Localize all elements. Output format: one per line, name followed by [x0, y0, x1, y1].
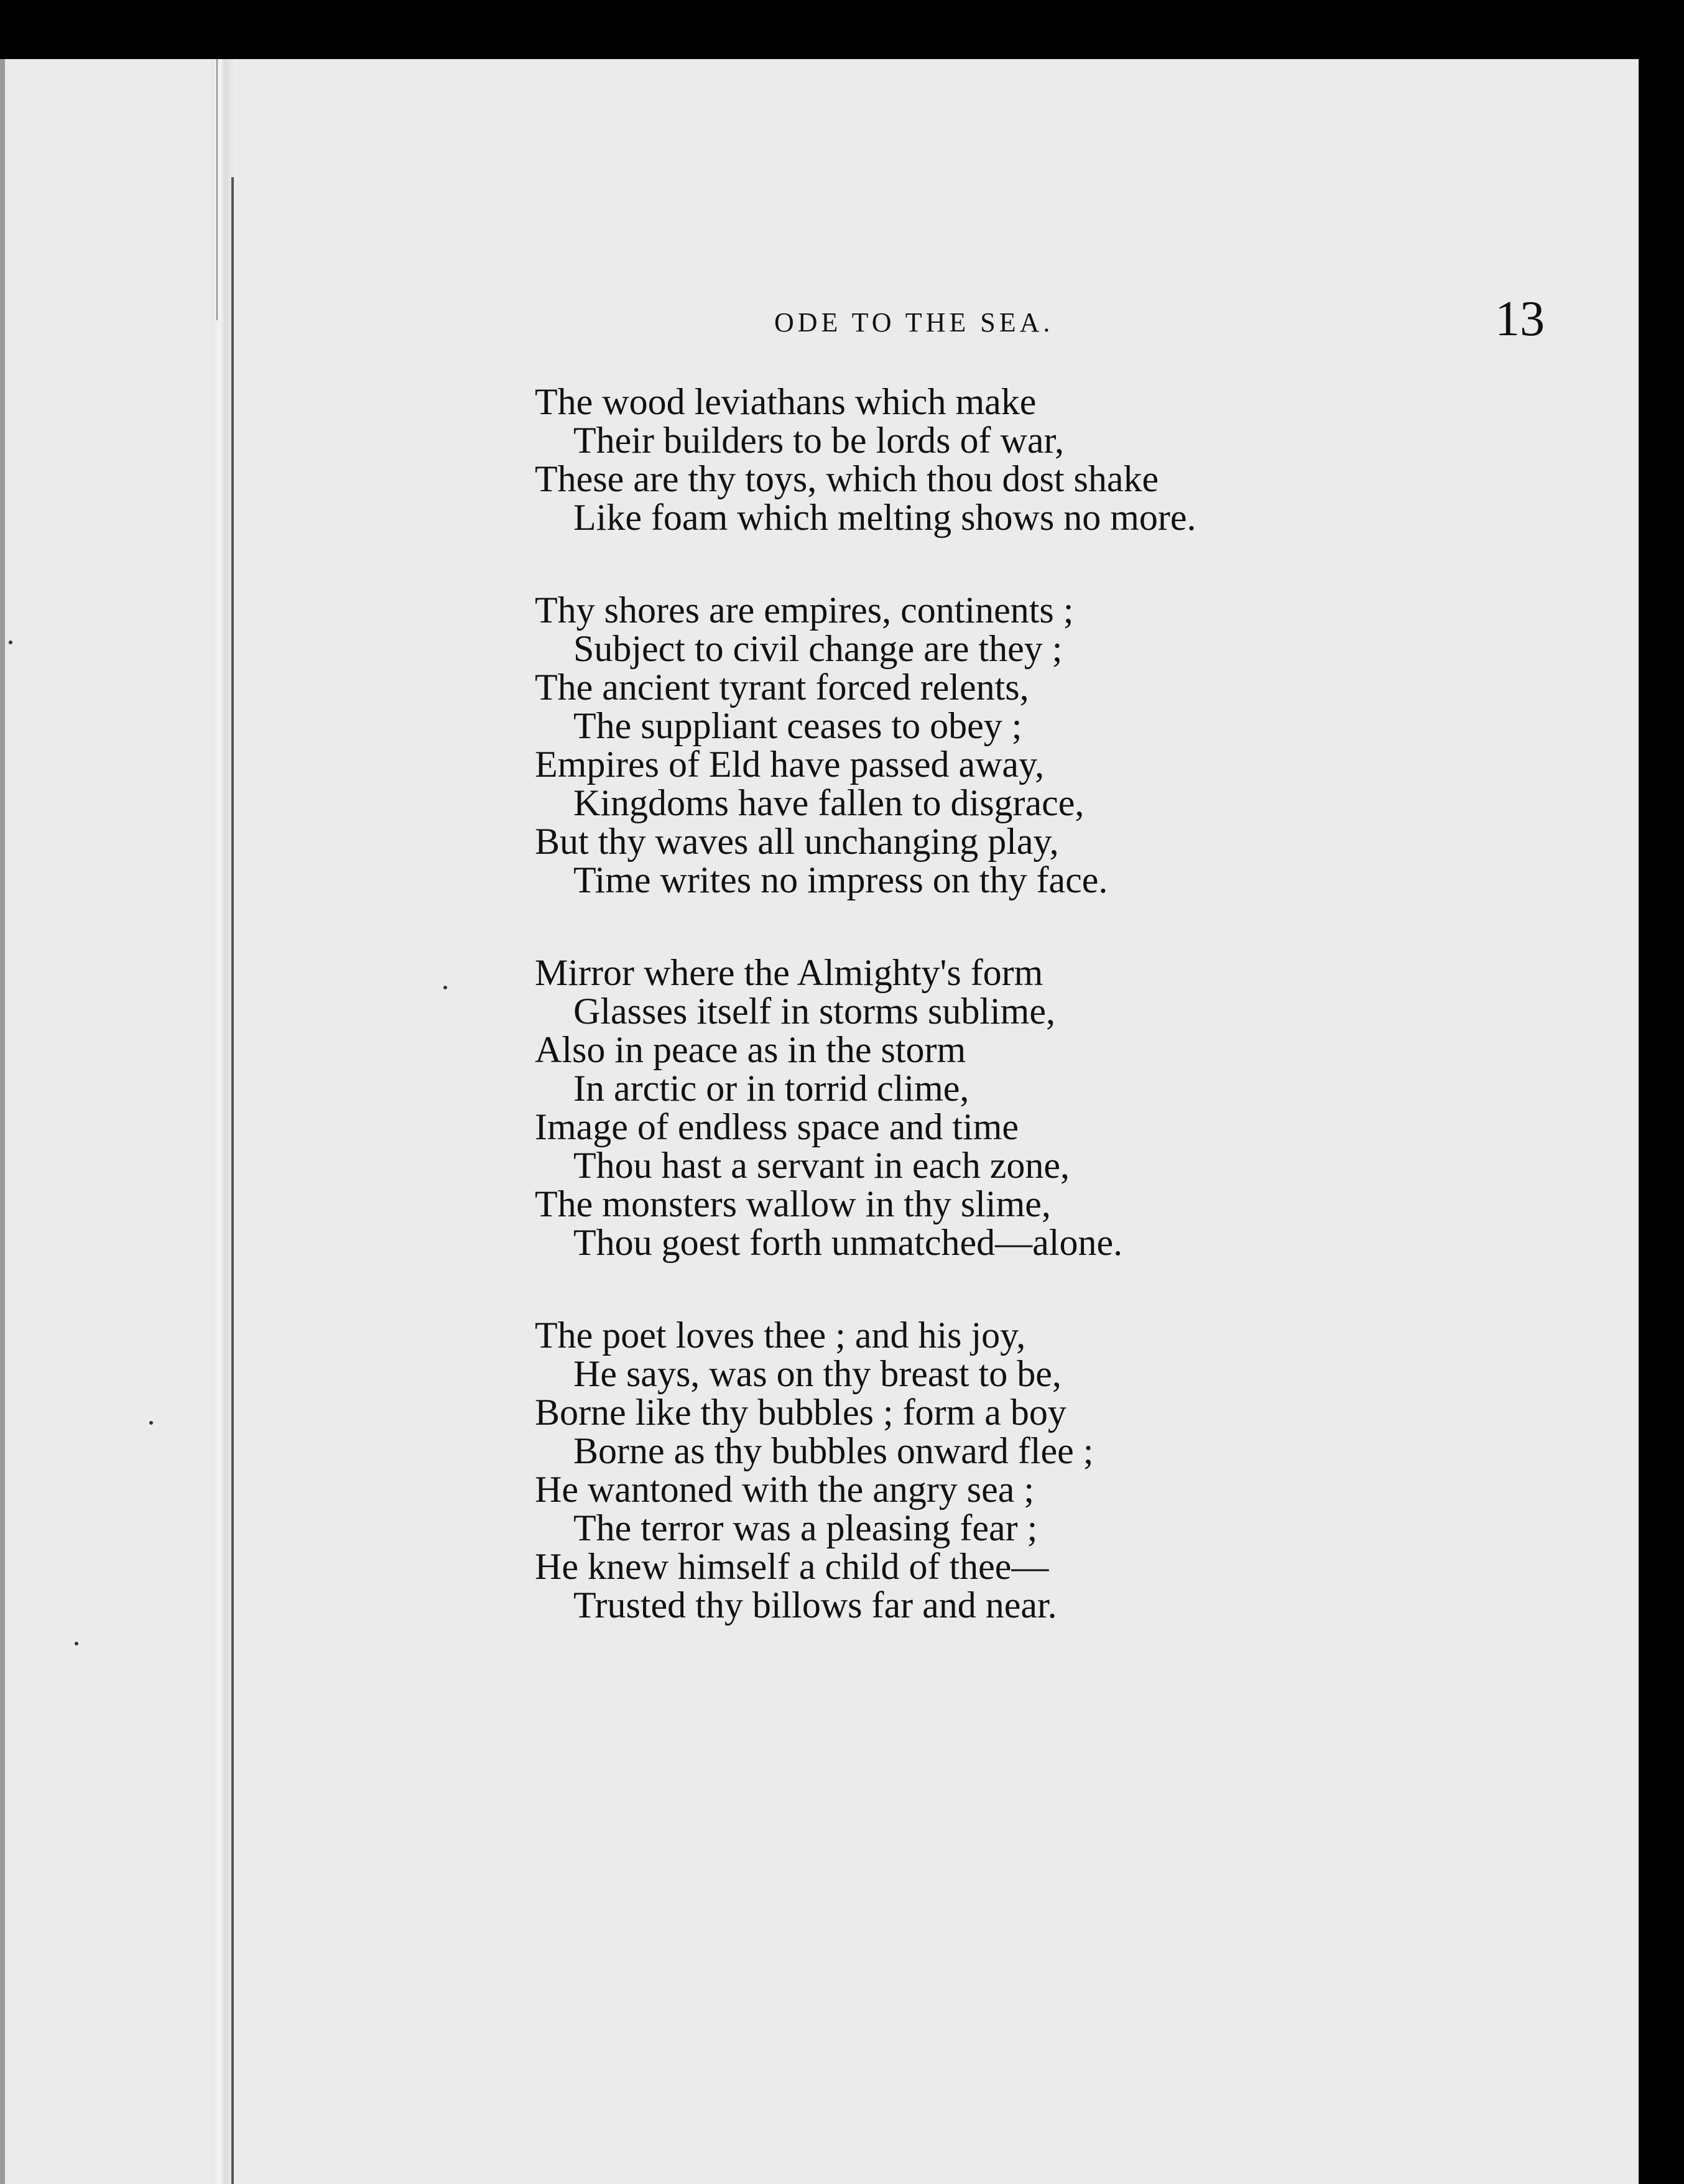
poem-line: The ancient tyrant forced relents, [535, 667, 1029, 708]
poem-line: The wood leviathans which make [535, 381, 1037, 422]
poem-line: Glasses itself in storms sublime, [573, 991, 1055, 1032]
poem-line: He knew himself a child of thee— [535, 1546, 1049, 1587]
poem-line: Mirror where the Almighty's form [535, 952, 1043, 993]
poem-line: The terror was a pleasing fear ; [573, 1507, 1038, 1548]
scan-speck [443, 986, 447, 989]
poem-line: The poet loves thee ; and his joy, [535, 1315, 1026, 1356]
poem-line: He says, was on thy breast to be, [573, 1353, 1062, 1394]
stanza [535, 953, 1468, 1262]
stanza [535, 591, 1468, 899]
poem-line: Time writes no impress on thy face. [573, 859, 1108, 900]
poem-line: Thou hast a servant in each zone, [573, 1145, 1070, 1186]
scan-speck [149, 1421, 153, 1425]
poem-line: These are thy toys, which thou dost shake [535, 458, 1159, 499]
poem-line: Trusted thy billows far and near. [573, 1585, 1057, 1626]
poem-line: Empires of Eld have passed away, [535, 744, 1045, 785]
scan-speck [9, 641, 12, 644]
poem [535, 382, 1468, 1678]
stanza [535, 382, 1468, 537]
poem-line: Subject to civil change are they ; [573, 628, 1063, 669]
poem-line: Image of endless space and time [535, 1106, 1019, 1147]
poem-line: Thou goest forth unmatched—alone. [573, 1222, 1123, 1263]
gutter-line [231, 177, 234, 2184]
poem-line: Their builders to be lords of war, [573, 420, 1065, 461]
scan-speck [75, 1642, 78, 1645]
poem-line: Borne as thy bubbles onward flee ; [573, 1430, 1094, 1471]
page-edge [0, 59, 5, 2184]
stanza [535, 1316, 1468, 1624]
running-head: ODE TO THE SEA. [774, 307, 1054, 338]
poem-line: He wantoned with the angry sea ; [535, 1469, 1035, 1510]
poem-line: Borne like thy bubbles ; form a boy [535, 1392, 1066, 1433]
poem-line: Also in peace as in the storm [535, 1029, 966, 1070]
poem-line: The monsters wallow in thy slime, [535, 1183, 1051, 1224]
poem-line: Thy shores are empires, continents ; [535, 590, 1074, 631]
poem-line: Like foam which melting shows no more. [573, 497, 1196, 538]
poem-line: The suppliant ceases to obey ; [573, 705, 1022, 746]
poem-line: In arctic or in torrid clime, [573, 1068, 969, 1109]
gutter-crease [216, 59, 218, 320]
poem-line: But thy waves all unchanging play, [535, 821, 1059, 862]
book-page [0, 59, 1639, 2184]
poem-line: Kingdoms have fallen to disgrace, [573, 782, 1085, 823]
page-number: 13 [1495, 292, 1545, 346]
